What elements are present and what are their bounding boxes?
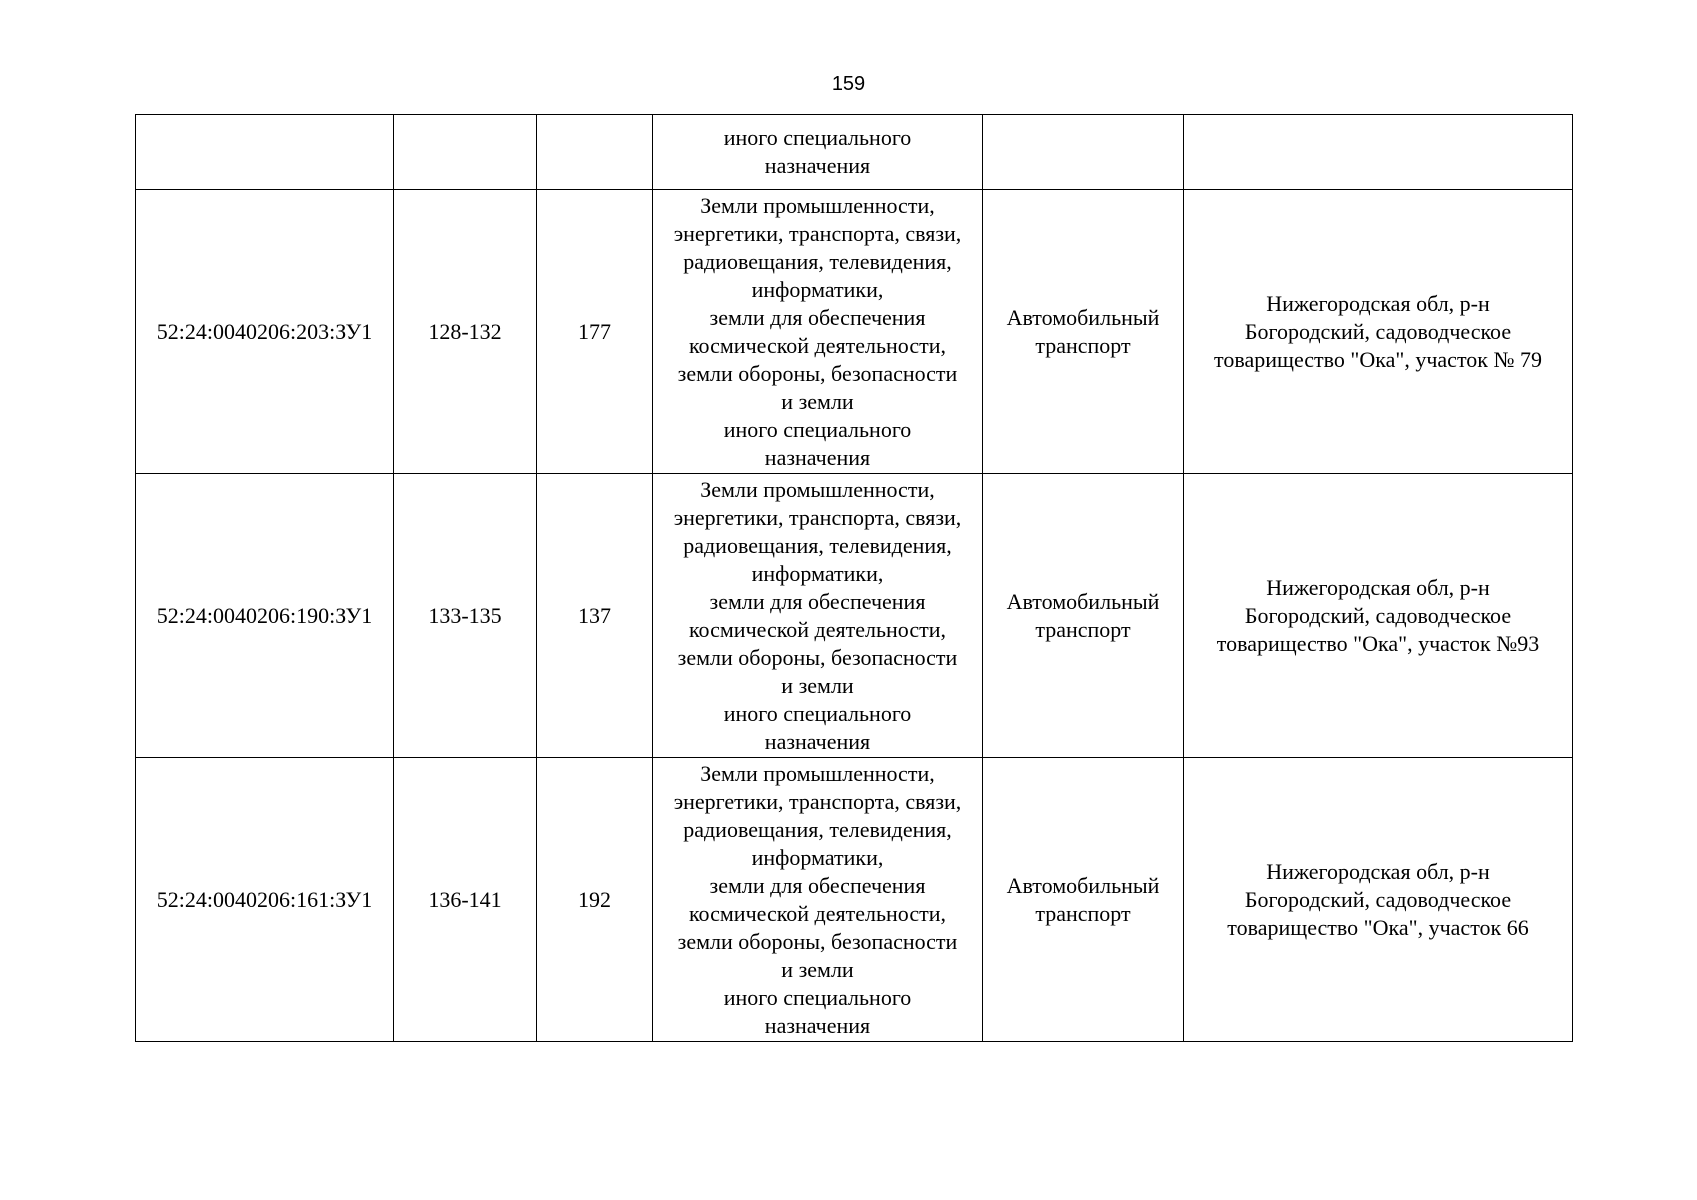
address-cell: Нижегородская обл, р-н Богородский, садоводческое товарищество "Ока", участок № 79 [1184, 190, 1573, 474]
point-numbers-cell: 136-141 [394, 758, 537, 1042]
table-row [136, 190, 1573, 474]
area-cell [537, 115, 653, 190]
table-row [136, 758, 1573, 1042]
table-row-continuation [136, 115, 1573, 190]
area-cell: 177 [537, 190, 653, 474]
table-row [136, 474, 1573, 758]
area-cell: 137 [537, 474, 653, 758]
address-cell [1184, 115, 1573, 190]
land-category-cell: иного специального назначения [653, 115, 983, 190]
point-numbers-cell: 133-135 [394, 474, 537, 758]
permitted-use-cell: Автомобильный транспорт [983, 474, 1184, 758]
land-category-cell: Земли промышленности, энергетики, транспорта, связи, радиовещания, телевидения, информатики, земли для обеспечения космической деятельности, земли обороны, безопасности и земли иного специального назначения [653, 758, 983, 1042]
cadastral-number-cell: 52:24:0040206:190:ЗУ1 [136, 474, 394, 758]
cadastral-number-cell [136, 115, 394, 190]
permitted-use-cell [983, 115, 1184, 190]
land-category-cell: Земли промышленности, энергетики, транспорта, связи, радиовещания, телевидения, информатики, земли для обеспечения космической деятельности, земли обороны, безопасности и земли иного специального назначения [653, 474, 983, 758]
point-numbers-cell: 128-132 [394, 190, 537, 474]
permitted-use-cell: Автомобильный транспорт [983, 190, 1184, 474]
permitted-use-cell: Автомобильный транспорт [983, 758, 1184, 1042]
point-numbers-cell [394, 115, 537, 190]
cadastral-number-cell: 52:24:0040206:161:ЗУ1 [136, 758, 394, 1042]
address-cell: Нижегородская обл, р-н Богородский, садоводческое товарищество "Ока", участок №93 [1184, 474, 1573, 758]
cadastral-number-cell: 52:24:0040206:203:ЗУ1 [136, 190, 394, 474]
land-plots-table [135, 114, 1573, 1042]
page-number: 159 [831, 73, 866, 95]
area-cell: 192 [537, 758, 653, 1042]
land-category-cell: Земли промышленности, энергетики, транспорта, связи, радиовещания, телевидения, информатики, земли для обеспечения космической деятельности, земли обороны, безопасности и земли иного специального назначения [653, 190, 983, 474]
address-cell: Нижегородская обл, р-н Богородский, садоводческое товарищество "Ока", участок 66 [1184, 758, 1573, 1042]
